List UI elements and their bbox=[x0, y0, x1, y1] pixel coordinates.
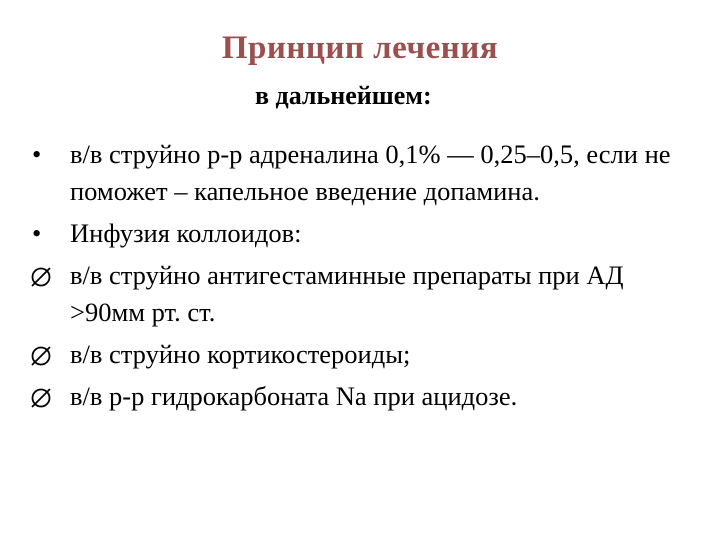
bullet-icon: • bbox=[32, 139, 42, 169]
list-item bbox=[30, 257, 690, 331]
slide-title: Принцип лечения bbox=[221, 30, 499, 66]
list-item bbox=[30, 378, 690, 415]
list-item bbox=[30, 215, 690, 252]
list-item-text: в/в струйно р-р адреналина 0,1% — 0,25–0,5, если не поможет – капельное введение допамина. bbox=[70, 139, 671, 206]
slide-subtitle: в дальнейшем: bbox=[255, 81, 432, 110]
list-item-text: в/в струйно антигестаминные препараты при АД >90мм рт. ст. bbox=[70, 260, 624, 327]
bullet-icon: • bbox=[32, 218, 42, 248]
list-item-text: Инфузия коллоидов: bbox=[70, 218, 302, 248]
list-item-text: в/в р-р гидрокарбоната Na при ацидозе. bbox=[70, 381, 518, 411]
bullet-list bbox=[30, 136, 690, 420]
list-item bbox=[30, 136, 690, 210]
list-item bbox=[30, 336, 690, 373]
list-item-text: в/в струйно кортикостероиды; bbox=[70, 339, 411, 369]
